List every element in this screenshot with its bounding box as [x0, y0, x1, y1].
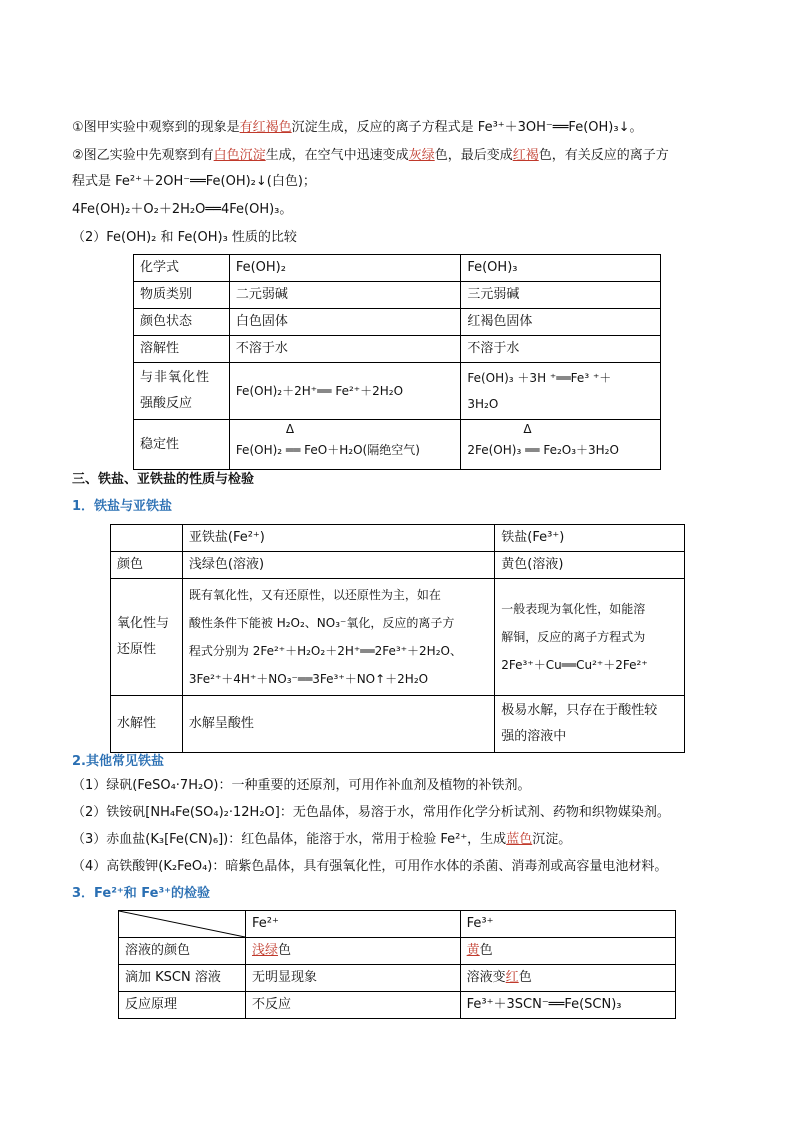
table-cell: 水解性 — [111, 696, 183, 753]
table-cell: 浅绿色(溶液) — [182, 552, 494, 579]
table-cell: 二元弱碱 — [229, 282, 461, 309]
salt-line-3 — [72, 830, 571, 850]
hydrolysis-line: 极易水解，只存在于酸性较 — [501, 703, 658, 718]
table-cell: 黄色(溶液) — [495, 552, 685, 579]
text: 溶液变 — [466, 970, 506, 985]
table-row — [111, 552, 685, 579]
delta-symbol: Δ — [523, 422, 532, 436]
stability-eq-1: Fe(OH)₂ ══ FeO＋H₂O(隔绝空气) — [235, 442, 420, 457]
table-cell: Fe³⁺ — [460, 911, 675, 938]
text: 色 — [518, 970, 532, 985]
table-cell: 无明显现象 — [246, 965, 461, 992]
intro-line-1 — [72, 118, 642, 138]
redox-label-1: 氧化性与 — [117, 616, 170, 631]
acid-label-2: 强酸反应 — [140, 396, 193, 411]
answer-underlined: 有红褐色 — [239, 120, 292, 135]
table-row — [134, 282, 661, 309]
answer-underlined: 蓝色 — [506, 832, 533, 847]
text: ①图甲实验中观察到的现象是 — [72, 120, 240, 135]
text: （3）赤血盐(K₃[Fe(CN)₆])：红色晶体，能溶于水，常用于检验 Fe²⁺，生成 — [72, 832, 507, 847]
table-row — [134, 420, 661, 470]
table-cell — [460, 965, 675, 992]
text: 沉淀生成，反应的离子方程式是 Fe³⁺＋3OH⁻══Fe(OH)₃↓。 — [291, 120, 643, 135]
table-cell — [495, 579, 685, 696]
table-row — [111, 525, 685, 552]
fe-hydroxide-table — [133, 254, 661, 470]
table-cell — [495, 696, 685, 753]
table-cell — [229, 420, 461, 470]
table-row — [134, 363, 661, 420]
table-cell: 红褐色固体 — [461, 309, 661, 336]
text: 色 — [479, 943, 493, 958]
text: 色，最后变成 — [434, 148, 513, 163]
table-cell: 亚铁盐(Fe²⁺) — [182, 525, 494, 552]
table-cell: 白色固体 — [229, 309, 461, 336]
table-cell — [460, 938, 675, 965]
redox-line: 既有氧化性，又有还原性，以还原性为主，如在 — [188, 588, 441, 602]
table-row — [119, 911, 676, 938]
subsection-heading-3: 3．Fe²⁺和 Fe³⁺的检验 — [72, 886, 211, 901]
answer-underlined: 灰绿 — [408, 148, 435, 163]
table-cell: Fe(OH)₃ — [461, 255, 661, 282]
table-cell: 溶解性 — [134, 336, 230, 363]
table-row — [119, 938, 676, 965]
table-cell: 滴加 KSCN 溶液 — [119, 965, 246, 992]
table-row — [119, 992, 676, 1019]
table-cell — [461, 420, 661, 470]
table-cell: Fe³⁺＋3SCN⁻══Fe(SCN)₃ — [460, 992, 675, 1019]
table-cell: Fe(OH)₂＋2H⁺══ Fe²⁺＋2H₂O — [229, 363, 461, 420]
redox-line: 一般表现为氧化性，如能溶 — [501, 602, 646, 616]
table-cell: Fe²⁺ — [246, 911, 461, 938]
delta-symbol: Δ — [285, 422, 295, 436]
diagonal-header-cell — [119, 911, 246, 938]
redox-label-2: 还原性 — [117, 642, 157, 657]
table-row — [111, 579, 685, 696]
stability-eq-2: 2Fe(OH)₃ ══ Fe₂O₃＋3H₂O — [467, 442, 619, 457]
table-cell — [461, 363, 661, 420]
salt-line-4: （4）高铁酸钾(K₂FeO₄)：暗紫色晶体，具有强氧化性，可用作水体的杀菌、消毒剂或高容量电池材料。 — [72, 859, 668, 874]
table-cell: 颜色 — [111, 552, 183, 579]
ion-test-table — [118, 910, 676, 1019]
table-row — [119, 965, 676, 992]
redox-line: 解铜，反应的离子方程式为 — [501, 630, 646, 644]
subsection-heading-2: 2.其他常见铁盐 — [72, 754, 164, 769]
table-row — [134, 309, 661, 336]
text: 色，有关反应的离子方 — [538, 148, 669, 163]
redox-line: 程式分别为 2Fe²⁺＋H₂O₂＋2H⁺══2Fe³⁺＋2H₂O、 — [188, 644, 462, 658]
table-cell — [134, 363, 230, 420]
subsection-heading-1: 1．铁盐与亚铁盐 — [72, 499, 173, 514]
table-cell: 化学式 — [134, 255, 230, 282]
redox-line: 酸性条件下能被 H₂O₂、NO₃⁻氧化，反应的离子方 — [188, 616, 455, 630]
diagonal-line — [119, 911, 245, 937]
intro-line-2 — [72, 146, 669, 166]
answer-underlined: 黄 — [466, 943, 480, 958]
table-cell: 颜色状态 — [134, 309, 230, 336]
table-cell: 铁盐(Fe³⁺) — [495, 525, 685, 552]
intro-line-5: （2）Fe(OH)₂ 和 Fe(OH)₃ 性质的比较 — [72, 230, 297, 245]
table-cell — [182, 579, 494, 696]
table-cell — [111, 579, 183, 696]
table-cell: 物质类别 — [134, 282, 230, 309]
table-cell: 水解呈酸性 — [182, 696, 494, 753]
acid-label-1: 与非氧化性 — [140, 370, 211, 385]
table-cell — [246, 938, 461, 965]
answer-underlined: 浅绿 — [252, 943, 279, 958]
text: ②图乙实验中先观察到有 — [72, 148, 214, 163]
redox-line: 3Fe²⁺＋4H⁺＋NO₃⁻══3Fe³⁺＋NO↑＋2H₂O — [188, 672, 429, 686]
redox-line: 2Fe³⁺＋Cu══Cu²⁺＋2Fe²⁺ — [501, 658, 648, 672]
acid-eq-line-1: Fe(OH)₃ ＋3H ⁺══Fe³ ⁺＋ — [467, 371, 612, 385]
table-cell: 反应原理 — [119, 992, 246, 1019]
table-cell — [111, 525, 183, 552]
salt-line-2: （2）铁铵矾[NH₄Fe(SO₄)₂·12H₂O]：无色晶体，易溶于水，常用作化学分析试剂、药物和织物媒染剂。 — [72, 805, 670, 820]
acid-eq-line-2: 3H₂O — [467, 397, 499, 411]
answer-underlined: 白色沉淀 — [213, 148, 266, 163]
intro-line-4: 4Fe(OH)₂＋O₂＋2H₂O══4Fe(OH)₃。 — [72, 202, 293, 217]
table-row — [134, 255, 661, 282]
text: 色 — [278, 943, 292, 958]
answer-underlined: 红 — [505, 970, 519, 985]
table-cell: 溶液的颜色 — [119, 938, 246, 965]
salt-line-1: （1）绿矾(FeSO₄·7H₂O)：一种重要的还原剂，可用作补血剂及植物的补铁剂。 — [72, 778, 531, 793]
table-cell: 三元弱碱 — [461, 282, 661, 309]
intro-line-3: 程式是 Fe²⁺＋2OH⁻══Fe(OH)₂↓(白色)； — [72, 174, 316, 189]
hydrolysis-line: 强的溶液中 — [501, 729, 567, 744]
text: 沉淀。 — [532, 832, 572, 847]
table-cell: 不反应 — [246, 992, 461, 1019]
text: 生成，在空气中迅速变成 — [265, 148, 409, 163]
table-cell: Fe(OH)₂ — [229, 255, 461, 282]
table-cell: 稳定性 — [134, 420, 230, 470]
iron-salts-table — [110, 524, 685, 753]
table-row — [111, 696, 685, 753]
table-cell: 不溶于水 — [229, 336, 461, 363]
table-cell: 不溶于水 — [461, 336, 661, 363]
section-heading: 三、铁盐、亚铁盐的性质与检验 — [72, 472, 255, 487]
answer-underlined: 红褐 — [512, 148, 539, 163]
table-row — [134, 336, 661, 363]
